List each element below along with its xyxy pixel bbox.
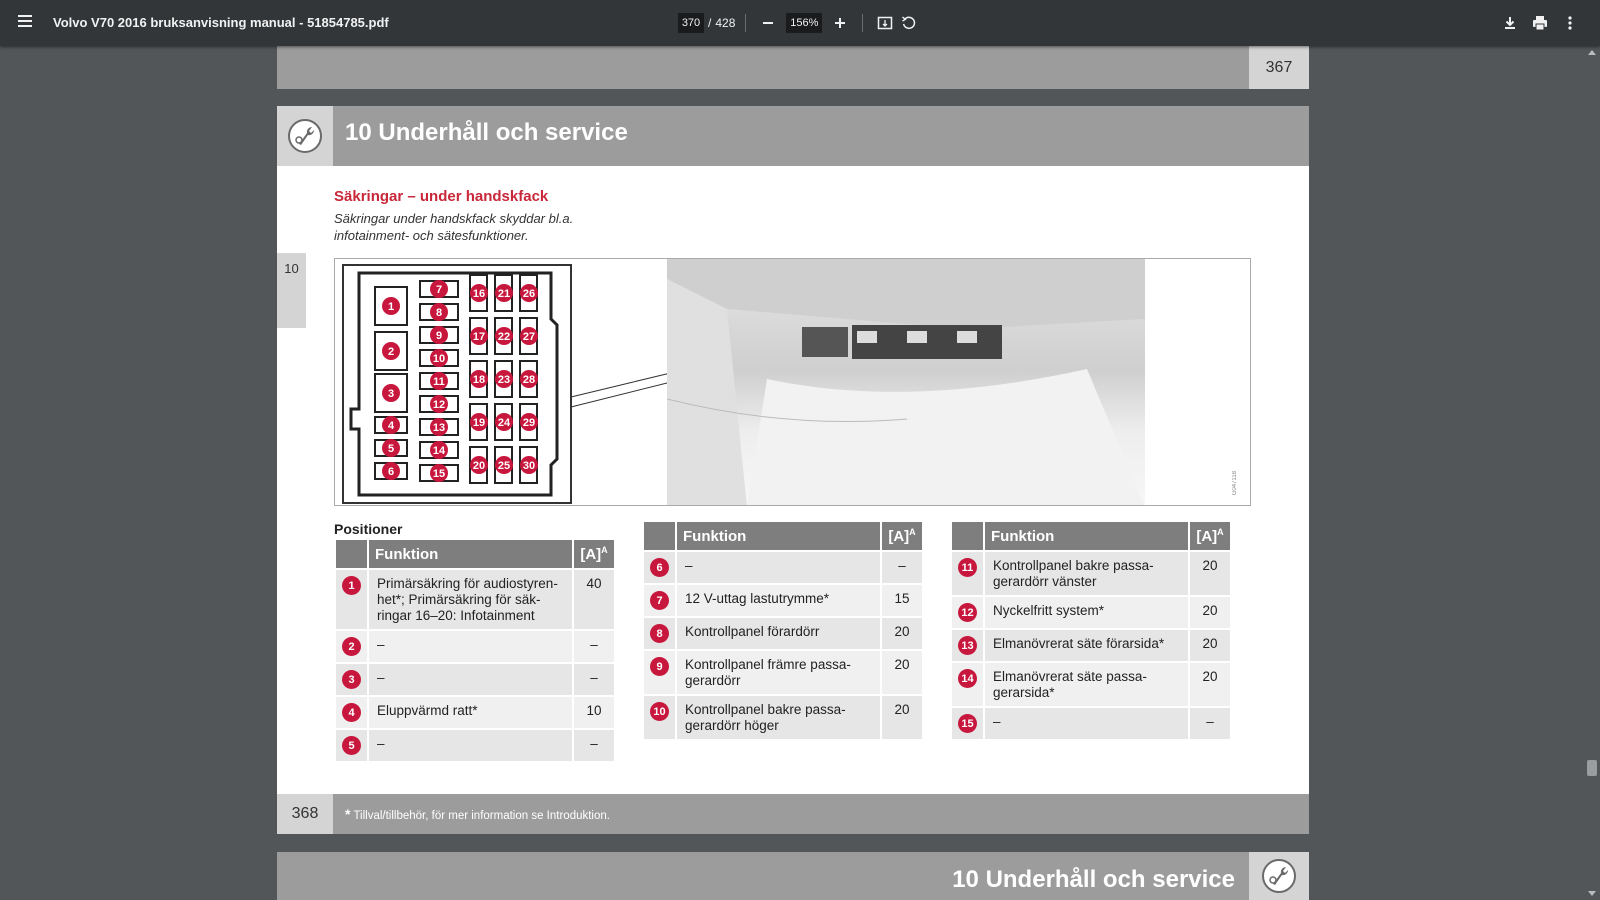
fuse-amp-cell: – <box>574 664 614 695</box>
fuse-number-cell <box>644 552 675 583</box>
scrollbar-thumb[interactable] <box>1587 760 1597 776</box>
table-row <box>336 697 614 728</box>
fuse-badge-label: 14 <box>432 445 446 457</box>
toolbar-divider <box>862 14 863 32</box>
table-row <box>952 708 1230 739</box>
section-description-line-2: infotainment- och sätesfunktioner. <box>334 228 529 243</box>
wrench-icon <box>1261 858 1297 894</box>
page-number-input[interactable]: 370 <box>678 13 704 33</box>
fuse-badge-label: 12 <box>432 399 446 411</box>
fuse-number-cell <box>952 597 983 628</box>
fuse-badge-label: 13 <box>432 422 446 434</box>
table-row <box>644 651 922 694</box>
fuse-number-badge: 4 <box>342 703 361 722</box>
print-icon <box>1532 15 1548 31</box>
table-header-amp: $[A]^A$ <box>882 522 922 550</box>
fuse-amp-cell: 20 <box>1190 663 1230 706</box>
rotate-icon <box>901 15 917 31</box>
fuse-function-cell: Kontrollpanel bakre passa-gerardörr höger <box>677 696 880 739</box>
table-row <box>952 552 1230 595</box>
download-icon <box>1503 16 1517 30</box>
fuse-badge-label: 2 <box>387 346 395 358</box>
table-header-function: Funktion <box>677 522 880 550</box>
section-description-line-1: Säkringar under handskfack skyddar bl.a. <box>334 211 574 226</box>
fuse-function-cell: – <box>369 664 572 695</box>
document-title: Volvo V70 2016 bruksanvisning manual - 51854785.pdf <box>53 15 389 30</box>
fit-page-button[interactable] <box>873 11 897 35</box>
fuse-badge-label: 21 <box>497 288 511 300</box>
fuse-badge-label: 6 <box>387 466 395 478</box>
fuse-function-cell: – <box>985 708 1188 739</box>
fuse-badge-label: 19 <box>472 417 486 429</box>
fuse-amp-cell: 20 <box>882 696 922 739</box>
fuse-number-cell <box>336 697 367 728</box>
section-description <box>334 210 634 244</box>
previous-page-footer <box>277 46 1249 89</box>
chapter-side-tab: 10 <box>277 253 306 328</box>
fuse-badge-label: 26 <box>522 288 536 300</box>
fuse-function-cell: 12 V-uttag lastutrymme* <box>677 585 880 616</box>
fuse-number-cell <box>336 730 367 761</box>
fuse-function-cell: Eluppvärmd ratt* <box>369 697 572 728</box>
fuse-number-cell <box>336 631 367 662</box>
fuse-number-badge: 15 <box>958 714 977 733</box>
minus-icon <box>762 17 774 29</box>
fuse-number-badge: 2 <box>342 637 361 656</box>
fuse-amp-cell: – <box>574 631 614 662</box>
table-header-blank <box>336 540 367 568</box>
fuse-number-badge: 6 <box>650 558 669 577</box>
fuse-badge-label: 16 <box>472 288 486 300</box>
fuse-amp-cell: – <box>574 730 614 761</box>
hamburger-menu-icon[interactable] <box>14 12 36 34</box>
plus-icon <box>834 17 846 29</box>
table-header-blank <box>952 522 983 550</box>
fuse-number-badge: 14 <box>958 669 977 688</box>
fuse-amp-cell: 40 <box>574 570 614 629</box>
fuse-amp-cell: 10 <box>574 697 614 728</box>
scroll-up-arrow-icon[interactable] <box>1588 50 1596 55</box>
fuse-badge-label: 8 <box>435 307 443 319</box>
table-row <box>336 570 614 629</box>
rotate-button[interactable] <box>897 11 921 35</box>
next-page <box>277 852 1309 900</box>
next-chapter-icon-box <box>1249 852 1309 900</box>
zoom-in-button[interactable] <box>828 11 852 35</box>
fuse-table-2 <box>642 520 924 741</box>
fuse-number-cell <box>644 696 675 739</box>
fuse-badge-label: 20 <box>472 460 486 472</box>
pdf-page <box>277 106 1309 834</box>
fuse-function-cell: Elmanövrerat säte passa-gerarsida* <box>985 663 1188 706</box>
fuse-badge-label: 29 <box>522 417 536 429</box>
vertical-scrollbar[interactable] <box>1584 46 1600 900</box>
chapter-title: 10 Underhåll och service <box>345 119 628 146</box>
fuse-number-cell <box>952 708 983 739</box>
table-row <box>644 618 922 649</box>
figure-code: G047118 <box>1232 470 1238 495</box>
fuse-function-cell: Nyckelfritt system* <box>985 597 1188 628</box>
fuse-number-badge: 3 <box>342 670 361 689</box>
fuse-number-cell <box>952 663 983 706</box>
toolbar-divider <box>745 14 746 32</box>
fuse-number-cell <box>644 618 675 649</box>
fuse-table-3 <box>950 520 1232 741</box>
fuse-badge-label: 30 <box>522 460 536 472</box>
previous-page <box>277 46 1309 89</box>
fuse-number-cell <box>336 664 367 695</box>
fuse-number-badge: 12 <box>958 603 977 622</box>
wrench-icon <box>287 118 323 154</box>
fuse-function-cell: Kontrollpanel förardörr <box>677 618 880 649</box>
previous-page-number: 367 <box>1249 46 1309 89</box>
section-title: Säkringar – under handskfack <box>334 188 549 205</box>
table-header-blank <box>644 522 675 550</box>
fuse-function-cell: – <box>369 730 572 761</box>
fuse-amp-cell: 20 <box>1190 597 1230 628</box>
table-header-function: Funktion <box>985 522 1188 550</box>
glovebox-photo <box>667 259 1145 506</box>
fuse-amp-cell: – <box>1190 708 1230 739</box>
fuse-amp-cell: 20 <box>882 618 922 649</box>
fuse-number-cell <box>952 552 983 595</box>
table-header-function: Funktion <box>369 540 572 568</box>
fuse-badge-label: 7 <box>435 284 443 296</box>
table-row <box>952 597 1230 628</box>
fuse-badge-label: 10 <box>432 353 446 365</box>
chapter-header <box>277 106 1309 166</box>
fuse-function-cell: Elmanövrerat säte förarsida* <box>985 630 1188 661</box>
more-options-button[interactable] <box>1558 11 1582 35</box>
scroll-down-arrow-icon[interactable] <box>1588 891 1596 896</box>
fuse-number-badge: 13 <box>958 636 977 655</box>
fuse-badge-label: 1 <box>387 301 395 313</box>
page-controls <box>678 12 921 34</box>
positions-label: Positioner <box>334 521 403 537</box>
table-row <box>644 585 922 616</box>
fuse-badge-label: 11 <box>433 376 445 388</box>
more-vert-icon <box>1567 15 1573 31</box>
fuse-badge-label: 27 <box>522 331 536 343</box>
pdf-toolbar <box>0 0 1600 46</box>
fuse-amp-cell: 15 <box>882 585 922 616</box>
toolbar-actions <box>1498 11 1582 35</box>
fuse-number-badge: 1 <box>342 576 361 595</box>
next-chapter-title: 10 Underhåll och service <box>952 866 1235 893</box>
fuse-badge-label: 23 <box>497 374 511 386</box>
fuse-badge-label: 25 <box>497 460 511 472</box>
fuse-function-cell: Kontrollpanel främre passa-gerardörr <box>677 651 880 694</box>
fuse-amp-cell: 20 <box>882 651 922 694</box>
glovebox-photo-drawing <box>667 259 1145 506</box>
fuse-function-cell: Kontrollpanel bakre passa-gerardörr vänster <box>985 552 1188 595</box>
fuse-table-1 <box>334 538 616 763</box>
table-row <box>336 730 614 761</box>
fuse-number-badge: 8 <box>650 624 669 643</box>
table-row <box>336 664 614 695</box>
fuse-number-cell <box>336 570 367 629</box>
download-button[interactable] <box>1498 11 1522 35</box>
table-header-amp: $[A]^A$ <box>1190 522 1230 550</box>
fuse-function-cell: – <box>369 631 572 662</box>
footer-asterisk: * <box>345 806 351 822</box>
fuse-number-cell <box>644 585 675 616</box>
fusebox-figure <box>334 258 1251 506</box>
table-header-amp: $[A]^A$ <box>574 540 614 568</box>
fit-page-icon <box>877 15 893 31</box>
fuse-badge-label: 28 <box>522 374 536 386</box>
fuse-badge-label: 9 <box>435 330 443 342</box>
fuse-number-badge: 7 <box>650 591 669 610</box>
fuse-badge-label: 18 <box>472 374 486 386</box>
fuse-badge-label: 5 <box>387 443 395 455</box>
page-number: 368 <box>277 794 333 834</box>
fuse-badge-label: 17 <box>472 331 486 343</box>
footer-note-text: Tillval/tillbehör, för mer information se Introduktion. <box>353 810 610 822</box>
fuse-function-cell: Primärsäkring för audiostyren-het*; Primärsäkring för säk-ringar 16–20: Infotainment <box>369 570 572 629</box>
chapter-icon-box <box>277 106 333 166</box>
fuse-amp-cell: – <box>882 552 922 583</box>
fuse-badge-label: 15 <box>432 468 446 480</box>
fuse-badge-label: 24 <box>497 417 511 429</box>
fuse-number-badge: 9 <box>650 657 669 676</box>
total-pages: 428 <box>715 16 736 30</box>
zoom-out-button[interactable] <box>756 11 780 35</box>
fuse-function-cell: – <box>677 552 880 583</box>
table-row <box>644 552 922 583</box>
fuse-badge-label: 22 <box>497 331 511 343</box>
table-row <box>644 696 922 739</box>
fuse-badge-label: 4 <box>387 420 395 432</box>
page-footer <box>277 794 1309 834</box>
page-separator: / <box>708 16 712 30</box>
fuse-number-cell <box>644 651 675 694</box>
fuse-number-badge: 11 <box>958 558 977 577</box>
fuse-number-badge: 10 <box>650 702 669 721</box>
table-row <box>336 631 614 662</box>
fuse-number-badge: 5 <box>342 736 361 755</box>
print-button[interactable] <box>1528 11 1552 35</box>
table-row <box>952 630 1230 661</box>
footer-note <box>345 806 610 822</box>
fuse-amp-cell: 20 <box>1190 630 1230 661</box>
zoom-input[interactable]: 156% <box>786 13 822 33</box>
table-row <box>952 663 1230 706</box>
fuse-number-cell <box>952 630 983 661</box>
fuse-amp-cell: 20 <box>1190 552 1230 595</box>
fuse-badge-label: 3 <box>387 388 395 400</box>
